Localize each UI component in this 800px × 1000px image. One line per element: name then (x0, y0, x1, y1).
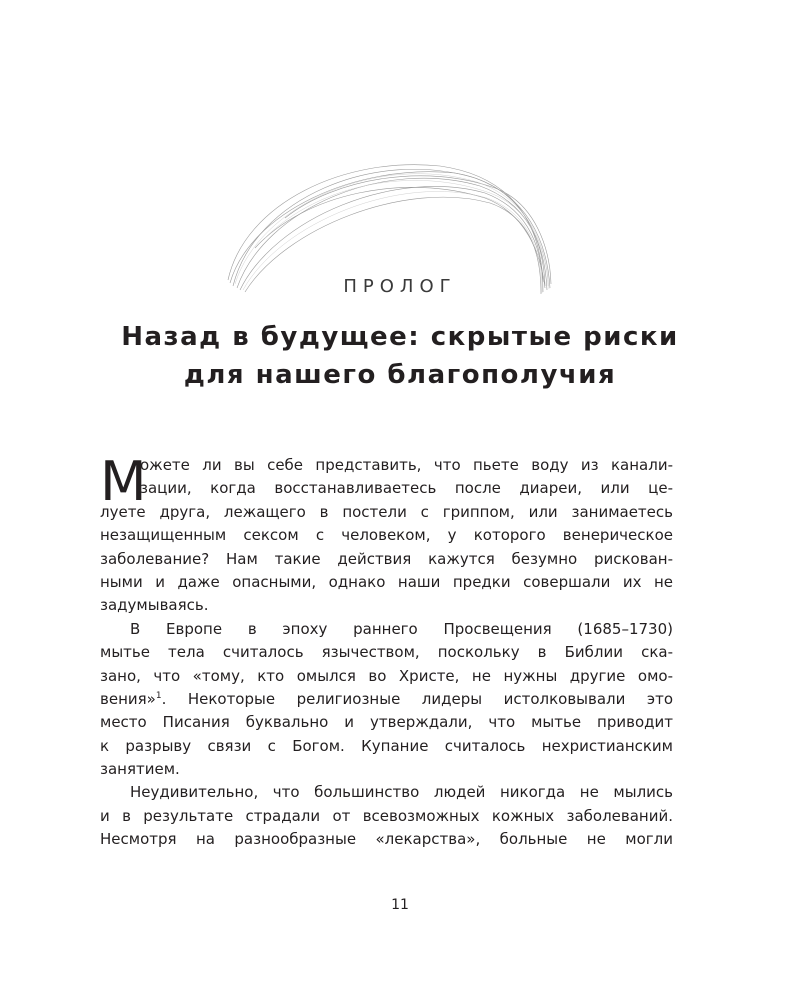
text-line: луете друга, лежащего в постели с гриппом, или занимаетесь (100, 502, 673, 521)
text-line: Неудивительно, что большинство людей никогда не мылись (130, 783, 673, 802)
text-fragment: вения» (100, 689, 156, 708)
text-line: место Писания буквально и утверждали, что мытье приводит (100, 713, 673, 732)
text-line: мытье тела считалось язычеством, поскольку в Библии ска- (100, 643, 673, 662)
text-line-with-footnote: вения»$^1$. Некоторые религиозные лидеры истолковывали это (100, 689, 673, 708)
drop-cap: М (100, 450, 147, 513)
chapter-title (0, 318, 800, 394)
text-line: ными и даже опасными, однако наши предки совершали их не (100, 572, 673, 591)
text-fragment: Некоторые религиозные лидеры истолковывали это (187, 689, 673, 708)
text-line: к разрыву связи с Богом. Купание считалось нехристианским (100, 736, 673, 755)
chapter-title-line-1: Назад в будущее: скрытые риски (121, 322, 679, 352)
paragraph-2 (100, 618, 673, 782)
text-line: В Европе в эпоху раннего Просвещения (1685–1730) (130, 619, 673, 638)
paragraph-1 (100, 450, 673, 618)
text-line: ожете ли вы себе представить, что пьете воду из канали- (140, 456, 673, 474)
text-line: Несмотря на разнообразные «лекарства», больные не могли (100, 830, 673, 849)
text-line: занятием. (100, 760, 180, 779)
paragraph-3 (100, 781, 673, 851)
text-line: зации, когда восстанавливаетесь после диареи, или це- (140, 479, 673, 498)
page-number: 11 (391, 897, 409, 913)
text-line: незащищенным сексом с человеком, у которого венерическое (100, 526, 673, 545)
text-line: заболевание? Нам такие действия кажутся безумно рискован- (100, 549, 673, 568)
footnote-marker[interactable]: 1 (155, 690, 162, 701)
body-text (100, 450, 673, 852)
text-line: и в результате страдали от всевозможных кожных заболеваний. (100, 806, 673, 825)
chapter-label: ПРОЛОГ (343, 276, 457, 297)
text-line: зано, что «тому, кто омылся во Христе, не нужны другие омо- (100, 666, 673, 685)
chapter-title-line-2: для нашего благополучия (183, 360, 617, 390)
text-line: задумываясь. (100, 596, 209, 615)
